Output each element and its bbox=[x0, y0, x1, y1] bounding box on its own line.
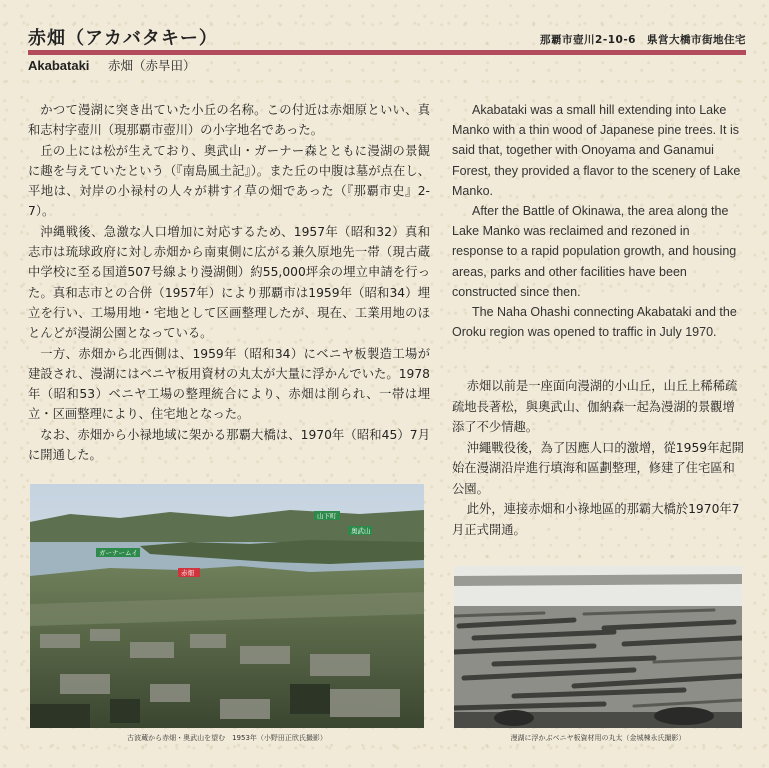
logs-photo-image bbox=[454, 566, 742, 728]
jp-paragraph: 一方、赤畑から北西側は、1959年（昭和34）にベニヤ板製造工場が建設され、漫湖にはベニヤ板用資材の丸太が大量に浮かんでいた。1978年（昭和53）ベニヤ工場の整理統合により、赤畑は削られ、一帯は埋立・区画整理により、住宅地となった。 bbox=[28, 346, 430, 422]
zh-paragraph: 赤畑以前是一座面向漫湖的小山丘，山丘上稀稀疏疏地長著松，與奧武山、伽納森一起為漫湖的景觀增添了不少情趣。 bbox=[452, 379, 738, 434]
page-title: 赤畑（アカバタキー） bbox=[28, 28, 218, 49]
zh-paragraph: 此外，連接赤畑和小祿地區的那霸大橋於1970年7月正式開通。 bbox=[452, 502, 740, 537]
aerial-photo-image bbox=[30, 484, 424, 728]
japanese-description bbox=[28, 100, 430, 465]
jp-paragraph: 丘の上には松が生えており、奥武山・ガーナー森とともに漫湖の景観に趣を与えていたという（『南島風土記』）。また丘の中腹は墓が点在し、平地は、対岸の小禄村の人々が耕すイ草の畑であった（『那覇市史』2-7）。 bbox=[28, 143, 430, 219]
photo-label-akabata: 赤畑 bbox=[181, 569, 194, 577]
address-text: 那覇市壺川2-10-6 県営大橋市街地住宅 bbox=[540, 34, 746, 46]
en-paragraph: After the Battle of Okinawa, the area along the Lake Manko was reclaimed and rezoned in response to a rapid population growth, and housing areas, parks and other facilities have been constructed since then. bbox=[452, 204, 737, 299]
historical-photo-aerial bbox=[30, 484, 424, 728]
title-rule bbox=[28, 50, 746, 55]
photo-label-ganamui: ガーナームイ bbox=[99, 549, 138, 557]
en-paragraph: Akabataki was a small hill extending into Lake Manko with a thin wood of Japanese pine trees. It is said that, together with Onoyama and Ganamui Forest, they provided a flavor to the scenery of Lake Manko. bbox=[452, 103, 741, 198]
chinese-description bbox=[452, 376, 744, 540]
historical-photo-logs bbox=[454, 566, 742, 728]
en-paragraph: The Naha Ohashi connecting Akabataki and the Oroku region was opened to traffic in July 1970. bbox=[452, 305, 737, 340]
subtitle bbox=[28, 56, 195, 74]
jp-paragraph: 沖縄戦後、急激な人口増加に対応するため、1957年（昭和32）真和志市は琉球政府に対し赤畑から南東側に広がる兼久原地先一帯（現古蔵中学校に至る国道507号線より漫湖側）約55,000坪余の埋立申請を行った。真和志市との合併（1957年）により那覇市は1959年（昭和34）埋立を行い、工場用地・宅地として区画整理したが、現在、工業用地のほとんどが漫湖公園となっている。 bbox=[28, 224, 430, 341]
jp-paragraph: なお、赤畑から小禄地域に架かる那覇大橋は、1970年（昭和45）7月に開通した。 bbox=[28, 427, 430, 463]
subtitle-japanese: 赤畑（赤旱田） bbox=[107, 58, 196, 73]
photo2-caption: 漫湖に浮かぶベニヤ板資材用の丸太（金城棟永氏撮影） bbox=[510, 734, 686, 742]
photo1-caption: 古波蔵から赤畑・奥武山を望む 1953年（小野田正欣氏撮影） bbox=[127, 734, 327, 742]
photo-label-onoyama: 奥武山 bbox=[351, 527, 371, 535]
subtitle-romaji: Akabataki bbox=[28, 58, 90, 73]
photo-label-yamashita: 山下町 bbox=[317, 512, 337, 520]
jp-paragraph: かつて漫湖に突き出ていた小丘の名称。この付近は赤畑原といい、真和志村字壺川（現那覇市壺川）の小字地名であった。 bbox=[28, 103, 430, 138]
english-description bbox=[452, 100, 742, 342]
zh-paragraph: 沖繩戰役後，為了因應人口的激增，從1959年起開始在漫湖沿岸進行填海和區劃整理，修建了住宅區和公園。 bbox=[452, 440, 744, 496]
